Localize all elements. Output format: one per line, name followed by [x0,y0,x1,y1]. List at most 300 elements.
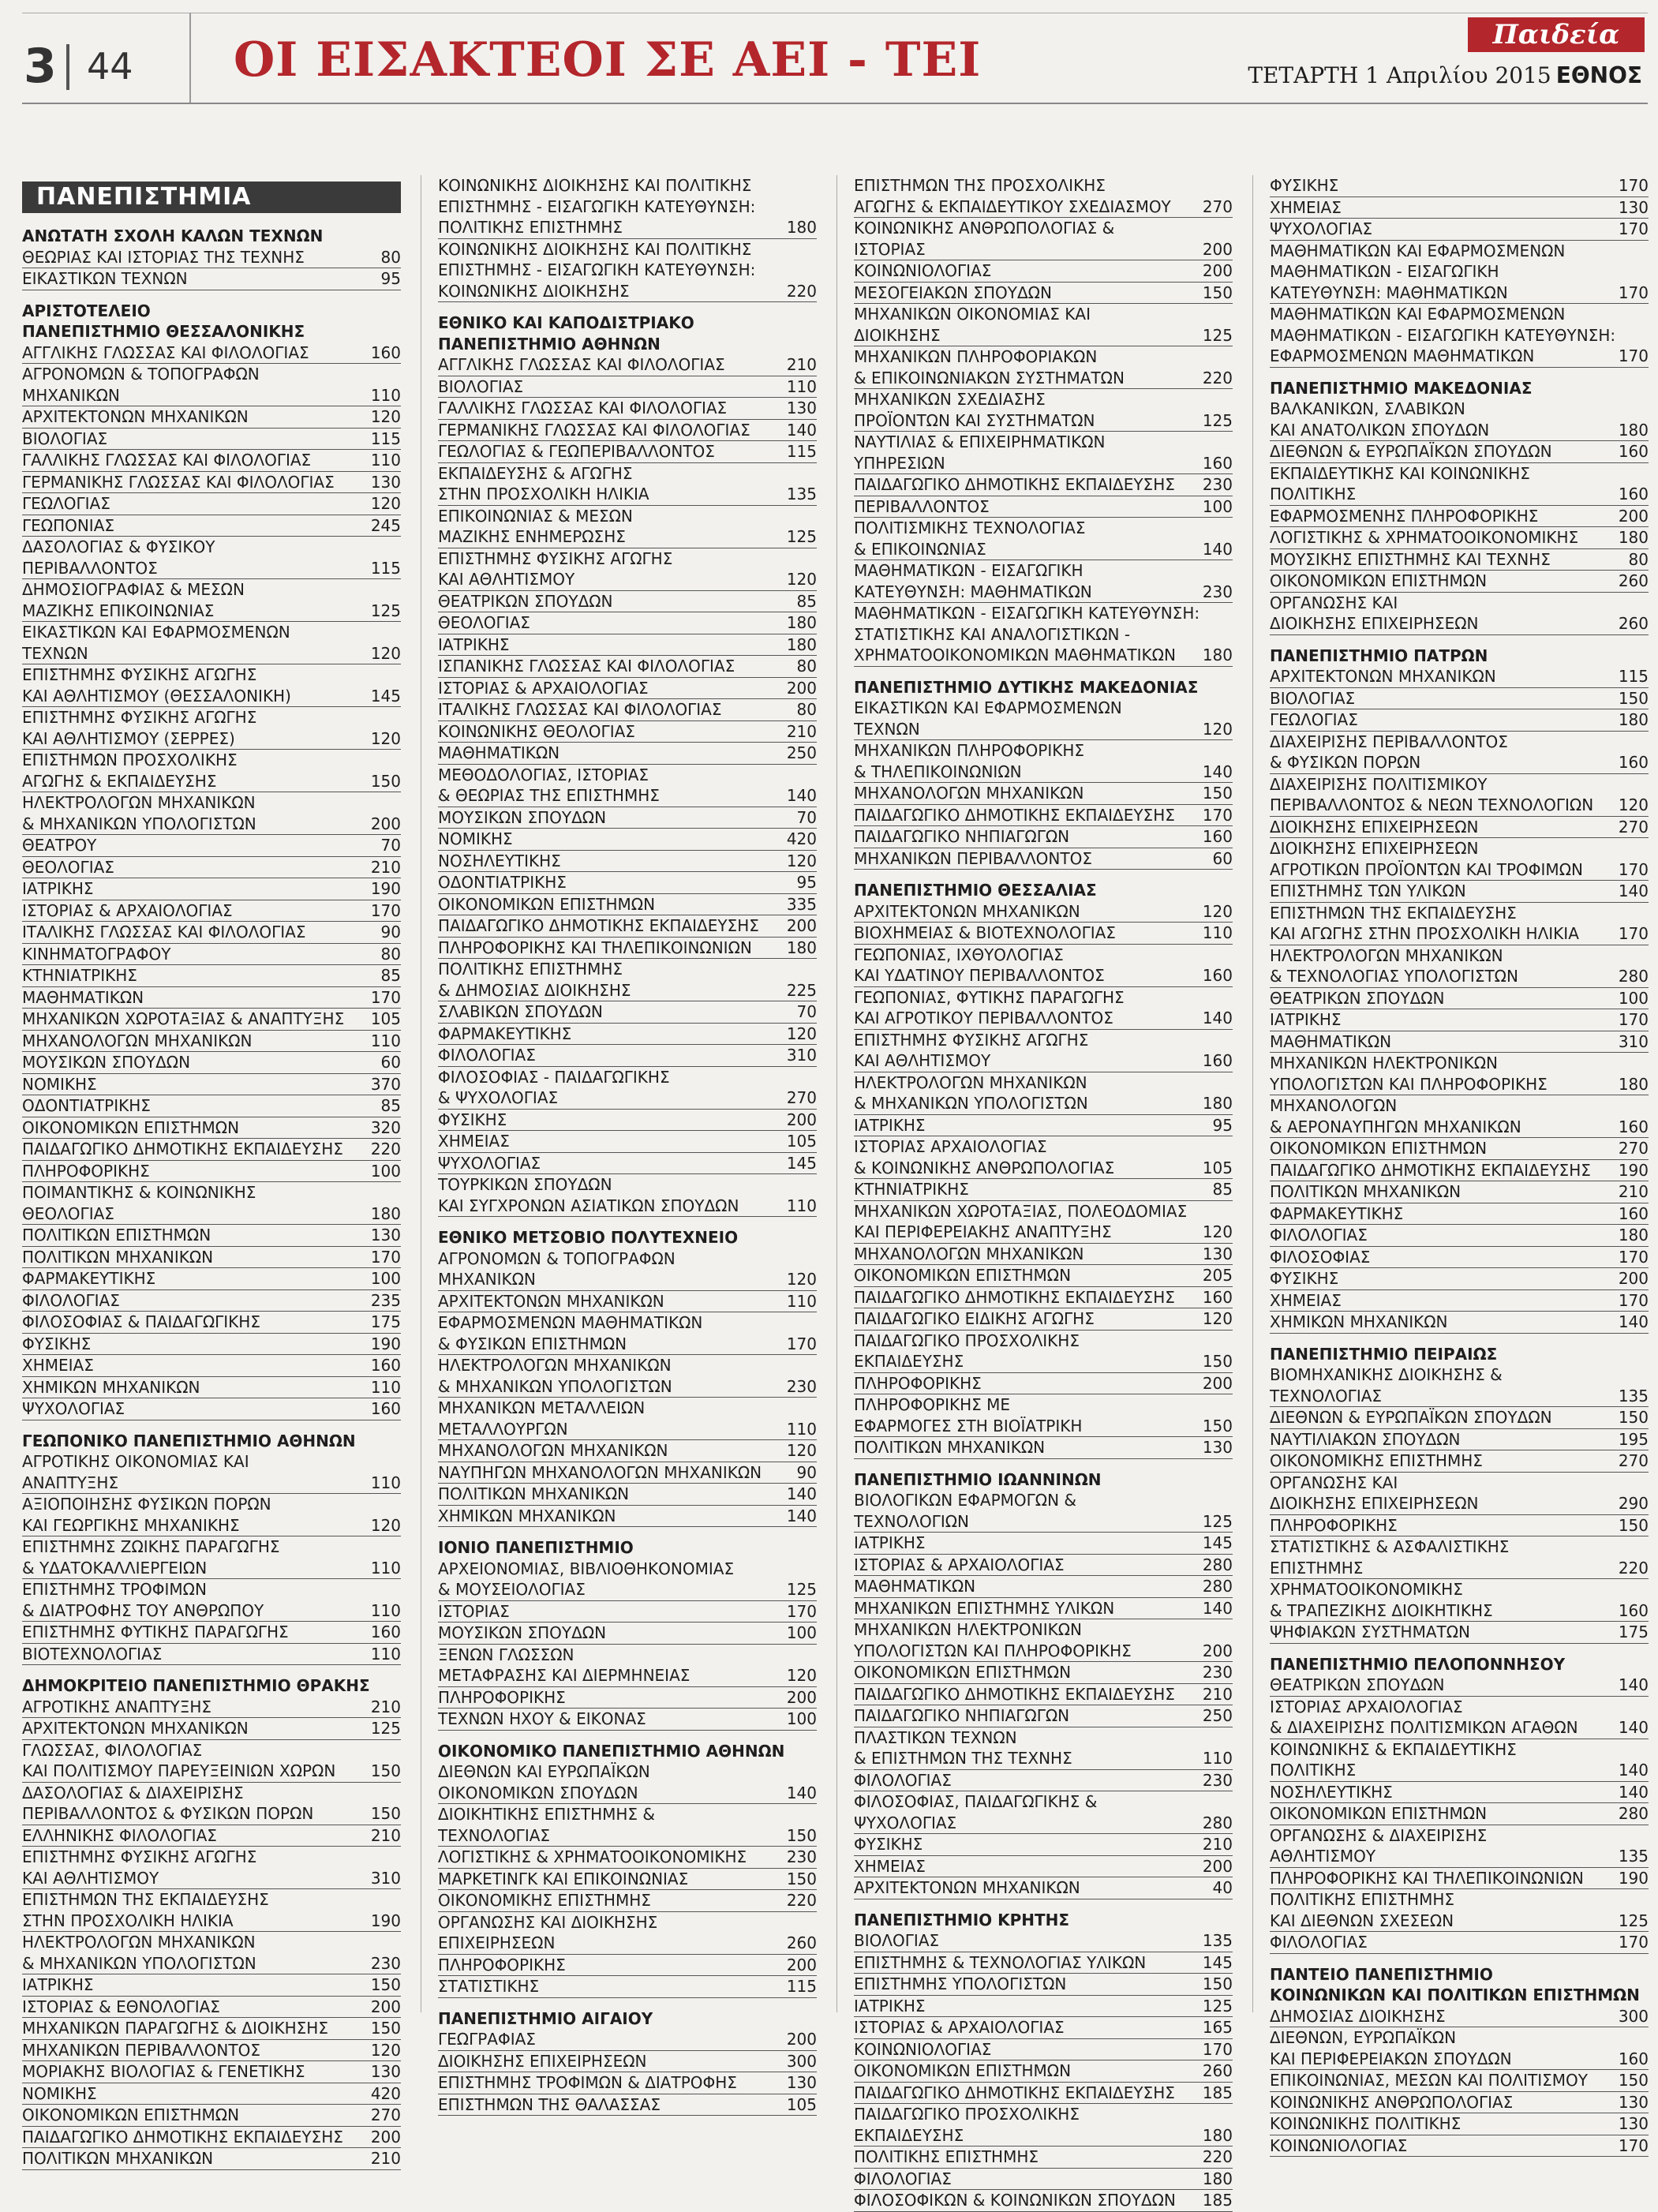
admission-count: 200 [1202,1373,1233,1393]
department-row [22,406,401,429]
department-name: ΧΡΗΜΑΤΟΟΙΚΟΝΟΜΙΚΩΝ ΜΑΘΗΜΑΤΙΚΩΝ [854,646,1176,664]
department-row [22,1889,401,1911]
department-name: ΑΡΧΙΤΕΚΤΟΝΩΝ ΜΗΧΑΝΙΚΩΝ [1270,667,1496,686]
department-name: ΜΕΤΑΦΡΑΣΗΣ ΚΑΙ ΔΙΕΡΜΗΝΕΙΑΣ [438,1666,691,1685]
department-row [22,792,401,814]
department-row [854,260,1233,283]
admission-count: 210 [370,857,401,877]
university-name: ΚΟΙΝΩΝΙΚΩΝ ΚΑΙ ΠΟΛΙΤΙΚΩΝ ΕΠΙΣΤΗΜΩΝ [1270,1986,1640,2004]
admission-count: 270 [1618,1451,1649,1470]
department-row [438,807,817,829]
issue-date-text: ΤΕΤΑΡΤΗ 1 Απριλίου 2015 [1248,62,1551,88]
university-block [854,1910,1233,2212]
admission-count: 290 [1618,1494,1649,1513]
department-name: & ΔΙΑΤΡΟΦΗΣ ΤΟΥ ΑΝΘΡΩΠΟΥ [22,1600,264,1620]
admission-count: 115 [370,558,401,578]
department-row [22,1974,401,1997]
department-row [438,1174,817,1196]
department-name: ΤΕΧΝΩΝ ΗΧΟΥ & ΕΙΚΟΝΑΣ [438,1709,646,1728]
department-row [1270,1031,1649,1054]
department-row [1270,1074,1649,1096]
department-row [1270,752,1649,774]
admission-count: 180 [370,1203,401,1223]
department-name: ΠΑΙΔΑΓΩΓΙΚΟ ΠΡΟΣΧΟΛΙΚΗΣ ΕΚΠΑΙΔΕΥΣΗΣ [854,2105,1080,2145]
department-name: ΑΡΧΙΤΕΚΤΟΝΩΝ ΜΗΧΑΝΙΚΩΝ [22,1719,249,1738]
admission-count: 200 [786,1110,817,1129]
department-row [438,1847,817,1869]
department-row [438,1709,817,1731]
department-name: ΓΑΛΛΙΚΗΣ ΓΛΩΣΣΑΣ ΚΑΙ ΦΙΛΟΛΟΓΙΑΣ [22,451,312,470]
department-name: ΚΙΝΗΜΑΤΟΓΡΑΦΟΥ [22,944,171,964]
department-name: ΨΗΦΙΑΚΩΝ ΣΥΣΤΗΜΑΤΩΝ [1270,1623,1470,1641]
header-rule [22,103,1648,104]
admission-count: 280 [1202,1813,1233,1832]
department-row [1270,1117,1649,1139]
department-row [438,441,817,463]
department-row [854,2147,1233,2169]
admission-count: 130 [1618,2114,1649,2133]
department-row [438,1506,817,1528]
department-row [1270,1717,1649,1739]
admission-count: 230 [1202,582,1233,601]
university-name: ΠΑΝΕΠΙΣΤΗΜΙΟ ΚΡΗΤΗΣ [854,1910,1070,1929]
admission-count: 90 [796,1462,817,1482]
university-name: ΠΑΝΕΠΙΣΤΗΜΙΟ ΘΕΣΣΑΛΙΑΣ [854,881,1097,900]
department-name: ΦΙΛΟΛΟΓΙΑΣ [1270,1226,1368,1244]
department-name: ΠΟΛΙΤΙΣΜΙΚΗΣ ΤΕΧΝΟΛΟΓΙΑΣ [854,518,1086,537]
department-row [438,1955,817,1977]
department-row [1270,261,1649,283]
department-name: ΑΞΙΟΠΟΙΗΣΗΣ ΦΥΣΙΚΩΝ ΠΟΡΩΝ [22,1495,271,1514]
department-row [438,612,817,634]
column-4 [1270,175,1649,2157]
admission-count: 110 [370,1600,401,1620]
department-name: ΝΑΥΤΙΛΙΑΣ & ΕΠΙΧΕΙΡΗΜΑΤΙΚΩΝ ΥΠΗΡΕΣΙΩΝ [854,432,1106,473]
department-row [438,980,817,1002]
department-row [22,664,401,686]
department-name: ΔΗΜΟΣΙΟΓΡΑΦΙΑΣ & ΜΕΣΩΝ [22,580,245,599]
department-name: ΙΑΤΡΙΚΗΣ [1270,1010,1342,1029]
department-name: ΠΑΙΔΑΓΩΓΙΚΟ ΔΗΜΟΤΙΚΗΣ ΕΚΠΑΙΔΕΥΣΗΣ [854,1684,1175,1704]
admission-count: 85 [380,1096,401,1115]
admission-count: 160 [1202,453,1233,473]
admission-count: 125 [370,1719,401,1738]
department-row [438,463,817,485]
department-name: ΜΗΧΑΝΙΚΩΝ ΗΛΕΚΤΡΟΝΙΚΩΝ [854,1620,1082,1639]
department-name: ΜΑΘΗΜΑΤΙΚΩΝ ΚΑΙ ΕΦΑΡΜΟΣΜΕΝΩΝ [1270,241,1566,260]
admission-count: 280 [1202,1555,1233,1574]
department-row [854,987,1233,1009]
university-name: ΑΝΩΤΑΤΗ ΣΧΟΛΗ ΚΑΛΩΝ ΤΕΧΝΩΝ [22,226,324,245]
department-row [22,1074,401,1096]
column-2 [438,175,817,2116]
admission-count: 150 [370,1804,401,1823]
admission-count: 80 [380,944,401,964]
department-name: ΚΑΤΕΥΘΥΝΣΗ: ΜΑΘΗΜΑΤΙΚΩΝ [1270,283,1508,302]
department-name: ΝΑΥΤΙΛΙΑΚΩΝ ΣΠΟΥΔΩΝ [1270,1429,1461,1449]
department-row [854,1974,1233,1996]
admission-count: 70 [796,807,817,827]
admission-count: 180 [1202,2125,1233,2145]
department-name: ΠΑΙΔΑΓΩΓΙΚΟ ΝΗΠΙΑΓΩΓΩΝ [854,827,1070,846]
admission-count: 200 [786,1955,817,1974]
department-row [22,493,401,515]
admission-count: 150 [1202,1974,1233,1993]
university-name: ΠΑΝΕΠΙΣΤΗΜΙΟ ΙΩΑΝΝΙΝΩΝ [854,1469,1102,1489]
university-block [1270,1344,1649,1644]
department-row [438,1783,817,1805]
admission-count: 175 [1618,1623,1649,1641]
department-name: ΧΗΜΕΙΑΣ [22,1356,94,1375]
department-row [22,1225,401,1247]
admission-count: 150 [1618,688,1649,708]
admission-count: 170 [786,1601,817,1621]
department-name: ΠΑΙΔΑΓΩΓΙΚΟ ΠΡΟΣΧΟΛΙΚΗΣ ΕΚΠΑΙΔΕΥΣΗΣ [854,1331,1080,1371]
department-row [854,923,1233,945]
section-badge: Παιδεία [1468,17,1645,52]
department-name: & ΥΔΑΤΟΚΑΛΛΙΕΡΓΕΙΩΝ [22,1558,208,1578]
department-row [1270,1312,1649,1334]
department-row [1270,613,1649,635]
department-name: ΘΕΑΤΡΟΥ [22,836,97,855]
admission-count: 150 [1618,1408,1649,1427]
department-row [22,1718,401,1740]
department-name: & ΦΥΣΙΚΩΝ ΠΟΡΩΝ [1270,753,1421,772]
department-name: ΧΗΜΙΚΩΝ ΜΗΧΑΝΙΚΩΝ [1270,1312,1448,1331]
department-row [22,1803,401,1825]
department-name: & ΜΗΧΑΝΙΚΩΝ ΥΠΟΛΟΓΙΣΤΩΝ [22,814,256,833]
admission-count: 120 [1202,1309,1233,1328]
admission-count: 140 [1202,762,1233,781]
admission-count: 220 [1202,368,1233,387]
department-row [438,699,817,721]
department-row [22,1139,401,1161]
department-name: ΝΟΣΗΛΕΥΤΙΚΗΣ [438,851,561,870]
university-name: ΠΑΝΕΠΙΣΤΗΜΙΟ ΔΥΤΙΚΗΣ ΜΑΚΕΔΟΝΙΑΣ [854,677,1199,697]
department-row [438,1665,817,1687]
department-name: ΧΗΜΙΚΩΝ ΜΗΧΑΝΙΚΩΝ [22,1377,200,1397]
admission-count: 130 [786,399,817,417]
university-name: ΠΑΝΕΠΙΣΤΗΜΙΟ ΑΘΗΝΩΝ [438,334,661,354]
department-row [1270,988,1649,1010]
admission-count: 150 [1618,1515,1649,1535]
department-row [854,1287,1233,1309]
department-row [22,2018,401,2040]
department-name: ΕΠΙΣΤΗΜΗΣ - ΕΙΣΑΓΩΓΙΚΗ ΚΑΤΕΥΘΥΝΣΗ: [438,260,756,279]
department-row [854,1996,1233,2018]
department-name: & ΘΕΩΡΙΑΣ ΤΗΣ ΕΠΙΣΤΗΜΗΣ [438,786,660,805]
department-row [438,1355,817,1376]
department-row [854,2190,1233,2212]
admission-count: 115 [370,429,401,448]
department-name: ΦΙΛΟΛΟΓΙΑΣ [1270,1933,1368,1952]
admission-count: 160 [1618,753,1649,772]
department-row [854,2060,1233,2083]
column-divider [836,175,837,2012]
department-name: ΜΑΘΗΜΑΤΙΚΩΝ ΚΑΙ ΕΦΑΡΜΟΣΜΕΝΩΝ [1270,305,1566,324]
department-name: ΠΑΙΔΑΓΩΓΙΚΟ ΔΗΜΟΤΙΚΗΣ ΕΚΠΑΙΔΕΥΣΗΣ [854,475,1175,494]
admission-count: 260 [1202,2061,1233,2080]
department-name: ΑΓΓΛΙΚΗΣ ΓΛΩΣΣΑΣ ΚΑΙ ΦΙΛΟΛΟΓΙΑΣ [22,342,309,362]
admission-count: 110 [370,451,401,470]
department-row [854,1072,1233,1094]
admission-count: 105 [786,1132,817,1151]
department-row [22,835,401,857]
department-name: ΠΛΑΣΤΙΚΩΝ ΤΕΧΝΩΝ [854,1727,1017,1747]
department-row [854,346,1233,368]
department-name: ΛΟΓΙΣΤΙΚΗΣ & ΧΡΗΜΑΤΟΟΙΚΟΝΟΜΙΚΗΣ [1270,528,1579,547]
admission-count: 180 [1202,2169,1233,2188]
department-row [438,591,817,613]
department-row [438,872,817,894]
department-row [854,1331,1233,1373]
department-name: ΒΙΟΧΗΜΕΙΑΣ & ΒΙΟΤΕΧΝΟΛΟΓΙΑΣ [854,923,1116,942]
department-row [438,376,817,399]
department-name: ΓΑΛΛΙΚΗΣ ΓΛΩΣΣΑΣ ΚΑΙ ΦΙΛΟΛΟΓΙΑΣ [438,399,728,417]
department-row [438,526,817,548]
department-row [854,1265,1233,1287]
department-row [1270,2113,1649,2135]
admission-count: 120 [786,1666,817,1685]
admission-count: 125 [1202,410,1233,430]
admission-count: 150 [370,1761,401,1780]
department-row [438,1462,817,1484]
department-row [22,472,401,494]
department-row [1270,2070,1649,2092]
department-row [854,1050,1233,1072]
department-name: ΠΑΙΔΑΓΩΓΙΚΟ ΔΗΜΟΤΙΚΗΣ ΕΚΠΑΙΔΕΥΣΗΣ [22,2127,343,2147]
department-name: ΦΙΛΟΣΟΦΙΚΩΝ & ΚΟΙΝΩΝΙΚΩΝ ΣΠΟΥΔΩΝ [854,2191,1176,2210]
department-name: & ΕΠΙΚΟΙΝΩΝΙΑΚΩΝ ΣΥΣΤΗΜΑΤΩΝ [854,368,1125,387]
department-row [854,218,1233,260]
department-name: ΕΠΙΣΤΗΜΩΝ ΤΗΣ ΕΚΠΑΙΔΕΥΣΗΣ [1270,903,1517,923]
department-name: & ΜΟΥΣΕΙΟΛΟΓΙΑΣ [438,1580,586,1599]
admission-count: 180 [1618,1226,1649,1244]
department-row [1270,1473,1649,1494]
department-name: ΠΛΗΡΟΦΟΡΙΚΗΣ [438,1687,566,1707]
department-name: ΠΛΗΡΟΦΟΡΙΚΗΣ [1270,1515,1398,1535]
department-name: ΜΑΘΗΜΑΤΙΚΩΝ [1270,1031,1392,1051]
department-name: ΕΠΙΣΤΗΜΗΣ ΦΥΤΙΚΗΣ ΠΑΡΑΓΩΓΗΣ [22,1623,289,1641]
department-name: ΕΠΙΣΤΗΜΗΣ ΖΩΙΚΗΣ ΠΑΡΑΓΩΓΗΣ [22,1537,280,1556]
department-row [438,721,817,743]
department-name: & ΔΗΜΟΣΙΑΣ ΔΙΟΙΚΗΣΗΣ [438,980,631,1000]
admission-count: 115 [786,1977,817,1996]
department-name: ΔΙΟΙΚΗΤΙΚΗΣ ΕΠΙΣΤΗΜΗΣ & ΤΕΧΝΟΛΟΓΙΑΣ [438,1805,655,1845]
department-name: ΚΤΗΝΙΑΤΡΙΚΗΣ [22,966,137,985]
department-name: ΜΑΘΗΜΑΤΙΚΩΝ - ΕΙΣΑΓΩΓΙΚΗ [854,561,1084,580]
department-name: ΟΡΓΑΝΩΣΗΣ & ΔΙΑΧΕΙΡΙΣΗΣ ΑΘΛΗΤΙΣΜΟΥ [1270,1825,1488,1866]
page-number-left: 3 [24,39,57,94]
admission-count: 130 [1202,1438,1233,1457]
department-name: ΟΙΚΟΝΟΜΙΚΩΝ ΕΠΙΣΤΗΜΩΝ [1270,1139,1488,1158]
department-row [438,1001,817,1024]
admission-count: 60 [380,1053,401,1072]
department-row [22,771,401,793]
department-row [438,2029,817,2051]
department-name: ΨΥΧΟΛΟΓΙΑΣ [438,1153,541,1173]
admission-count: 270 [1618,1139,1649,1158]
university-name: ΔΗΜΟΚΡΙΤΕΙΟ ΠΑΝΕΠΙΣΤΗΜΙΟ ΘΡΑΚΗΣ [22,1676,370,1695]
department-name: ΚΑΙ ΣΥΓΧΡΟΝΩΝ ΑΣΙΑΤΙΚΩΝ ΣΠΟΥΔΩΝ [438,1196,739,1215]
department-name: ΦΥΣΙΚΗΣ [1270,176,1339,195]
admission-count: 140 [1618,1675,1649,1694]
admission-count: 140 [1202,1009,1233,1027]
department-row [22,1953,401,1975]
admission-count: 170 [1618,1290,1649,1310]
department-row [438,1761,817,1783]
department-name: ΙΤΑΛΙΚΗΣ ΓΛΩΣΣΑΣ ΚΑΙ ΦΙΛΟΛΟΓΙΑΣ [22,923,306,941]
department-name: ΟΙΚΟΝΟΜΙΚΩΝ ΕΠΙΣΤΗΜΩΝ [1270,571,1488,590]
department-name: ΠΕΡΙΒΑΛΛΟΝΤΟΣ & ΝΕΩΝ ΤΕΧΝΟΛΟΓΙΩΝ [1270,795,1594,814]
department-name: ΠΟΛΙΤΙΚΗΣ ΕΠΙΣΤΗΜΗΣ [854,2147,1039,2166]
admission-count: 245 [370,515,401,535]
admission-count: 160 [1202,827,1233,846]
department-row [854,389,1233,410]
department-row [22,1536,401,1558]
department-row [854,1598,1233,1620]
department-name: ΠΑΙΔΑΓΩΓΙΚΟ ΔΗΜΟΤΙΚΗΣ ΕΚΠΑΙΔΕΥΣΗΣ [854,2083,1175,2102]
department-row [854,1930,1233,1952]
department-name: ΙΑΤΡΙΚΗΣ [854,1533,926,1552]
admission-count: 210 [370,1697,401,1716]
admission-count: 120 [370,494,401,513]
department-row [22,1558,401,1580]
department-name: ΓΕΩΠΟΝΙΑΣ, ΙΧΘΥΟΛΟΓΙΑΣ [854,945,1064,964]
department-name: ΜΟΥΣΙΚΩΝ ΣΠΟΥΔΩΝ [22,1053,191,1072]
department-name: ΙΣΤΟΡΙΑΣ ΑΡΧΑΙΟΛΟΓΙΑΣ [1270,1697,1463,1716]
department-row [1270,1225,1649,1247]
admission-count: 160 [1618,2049,1649,2068]
department-name: ΕΠΙΣΤΗΜΗΣ ΤΡΟΦΙΜΩΝ [22,1580,207,1599]
department-name: ΠΛΗΡΟΦΟΡΙΚΗΣ [438,1955,566,1974]
column-3 [854,175,1233,2212]
department-row [854,2083,1233,2105]
department-row [1270,817,1649,839]
admission-count: 40 [1212,1878,1233,1897]
admission-count: 170 [1618,219,1649,238]
department-row [22,1579,401,1600]
department-name: ΙΣΤΟΡΙΑΣ & ΑΡΧΑΙΟΛΟΓΙΑΣ [854,2018,1065,2037]
admission-count: 80 [380,247,401,267]
department-row [1270,1493,1649,1515]
department-name: ΜΕΣΟΓΕΙΑΚΩΝ ΣΠΟΥΔΩΝ [854,283,1052,302]
department-row [1270,1675,1649,1697]
admission-count: 125 [1618,1911,1649,1930]
admission-count: 210 [1202,1684,1233,1704]
department-name: ΙΑΤΡΙΚΗΣ [438,634,510,654]
department-row [854,539,1233,561]
admission-count: 80 [1628,549,1649,569]
department-row [1270,1053,1649,1074]
department-row [438,915,817,938]
admission-count: 120 [370,2040,401,2060]
department-name: ΙΤΑΛΙΚΗΣ ΓΛΩΣΣΑΣ ΚΑΙ ΦΙΛΟΛΟΓΙΑΣ [438,700,722,719]
department-name: ΜΗΧΑΝΙΚΩΝ ΜΕΤΑΛΛΕΙΩΝ ΜΕΤΑΛΛΟΥΡΓΩΝ [438,1398,646,1439]
admission-count: 140 [1618,1718,1649,1737]
admission-count: 110 [786,376,817,396]
department-row [1270,593,1649,614]
admission-count: 160 [370,1623,401,1641]
admission-count: 225 [786,980,817,1000]
department-name: ΔΙΟΙΚΗΣΗΣ ΕΠΙΧΕΙΡΗΣΕΩΝ [1270,817,1479,837]
department-name: ΙΣΤΟΡΙΑΣ [438,1601,510,1621]
university-name: ΠΑΝΤΕΙΟ ΠΑΝΕΠΙΣΤΗΜΙΟ [1270,1964,1493,1984]
department-row [22,429,401,451]
department-name: ΚΑΙ ΑΘΛΗΤΙΣΜΟΥ [22,1868,159,1888]
admission-count: 140 [1202,539,1233,559]
department-name: ΟΙΚΟΝΟΜΙΚΩΝ ΕΠΙΣΤΗΜΩΝ [22,1117,240,1137]
department-name: ΑΓΡΟΤΙΚΩΝ ΠΡΟΪΟΝΤΩΝ ΚΑΙ ΤΡΟΦΙΜΩΝ [1270,859,1583,879]
department-row [854,901,1233,923]
admission-count: 120 [786,1441,817,1460]
department-row [1270,197,1649,219]
admission-count: 230 [1202,1663,1233,1682]
admission-count: 100 [370,1269,401,1288]
department-row [854,740,1233,762]
admission-count: 125 [1202,325,1233,345]
admission-count: 210 [1618,1182,1649,1201]
department-name: & ΔΙΑΧΕΙΡΙΣΗΣ ΠΟΛΙΤΙΣΜΙΚΩΝ ΑΓΑΘΩΝ [1270,1718,1578,1737]
department-name: ΜΑΡΚΕΤΙΝΓΚ ΚΑΙ ΕΠΙΚΟΙΝΩΝΙΑΣ [438,1869,689,1888]
admission-count: 370 [370,1074,401,1094]
admission-count: 110 [370,1558,401,1578]
department-name: & ΑΕΡΟΝΑΥΠΗΓΩΝ ΜΗΧΑΝΙΚΩΝ [1270,1117,1521,1136]
department-row [438,398,817,420]
department-row [1270,399,1649,420]
department-row [438,1890,817,1912]
department-name: ΕΠΙΣΤΗΜΩΝ ΤΗΣ ΘΑΛΑΣΣΑΣ [438,2094,661,2114]
department-row [22,750,401,771]
admission-count: 200 [1202,261,1233,280]
page-number-divider [66,44,69,90]
admission-count: 200 [786,1687,817,1707]
university-block [438,1227,817,1527]
admission-count: 140 [1202,1598,1233,1618]
admission-count: 230 [786,1847,817,1866]
department-row [1270,1911,1649,1933]
admission-count: 100 [786,1623,817,1642]
department-name: ΙΣΠΑΝΙΚΗΣ ΓΛΩΣΣΑΣ ΚΑΙ ΦΙΛΟΛΟΓΙΑΣ [438,657,735,676]
department-name: ΥΠΟΛΟΓΙΣΤΩΝ ΚΑΙ ΠΛΗΡΟΦΟΡΙΚΗΣ [854,1641,1132,1660]
department-row [854,368,1233,390]
admission-count: 60 [1212,848,1233,868]
admission-count: 110 [370,1644,401,1664]
department-row [22,1182,401,1225]
department-row [438,656,817,678]
admission-count: 130 [1618,197,1649,217]
department-row [1270,732,1649,753]
admission-count: 125 [786,527,817,546]
admission-count: 115 [786,442,817,461]
admission-count: 420 [786,829,817,848]
admission-count: 190 [1618,1868,1649,1888]
department-name: ΦΑΡΜΑΚΕΥΤΙΚΗΣ [1270,1203,1404,1223]
department-name: ΚΑΙ ΥΔΑΤΙΝΟΥ ΠΕΡΙΒΑΛΛΟΝΤΟΣ [854,966,1105,985]
admission-count: 270 [1202,196,1233,216]
department-row [22,707,401,728]
admission-count: 200 [1618,506,1649,526]
department-name: ΑΡΧΙΤΕΚΤΟΝΩΝ ΜΗΧΑΝΙΚΩΝ [438,1291,664,1311]
department-name: ΜΟΥΣΙΚΩΝ ΣΠΟΥΔΩΝ [438,1623,607,1642]
department-row [1270,241,1649,262]
department-name: ΔΑΣΟΛΟΓΙΑΣ & ΦΥΣΙΚΟΥ ΠΕΡΙΒΑΛΛΟΝΤΟΣ [22,537,215,578]
admission-count: 220 [1202,2147,1233,2166]
department-row [854,1308,1233,1331]
department-row [22,1268,401,1290]
department-row [22,1451,401,1494]
admission-count: 110 [370,385,401,405]
